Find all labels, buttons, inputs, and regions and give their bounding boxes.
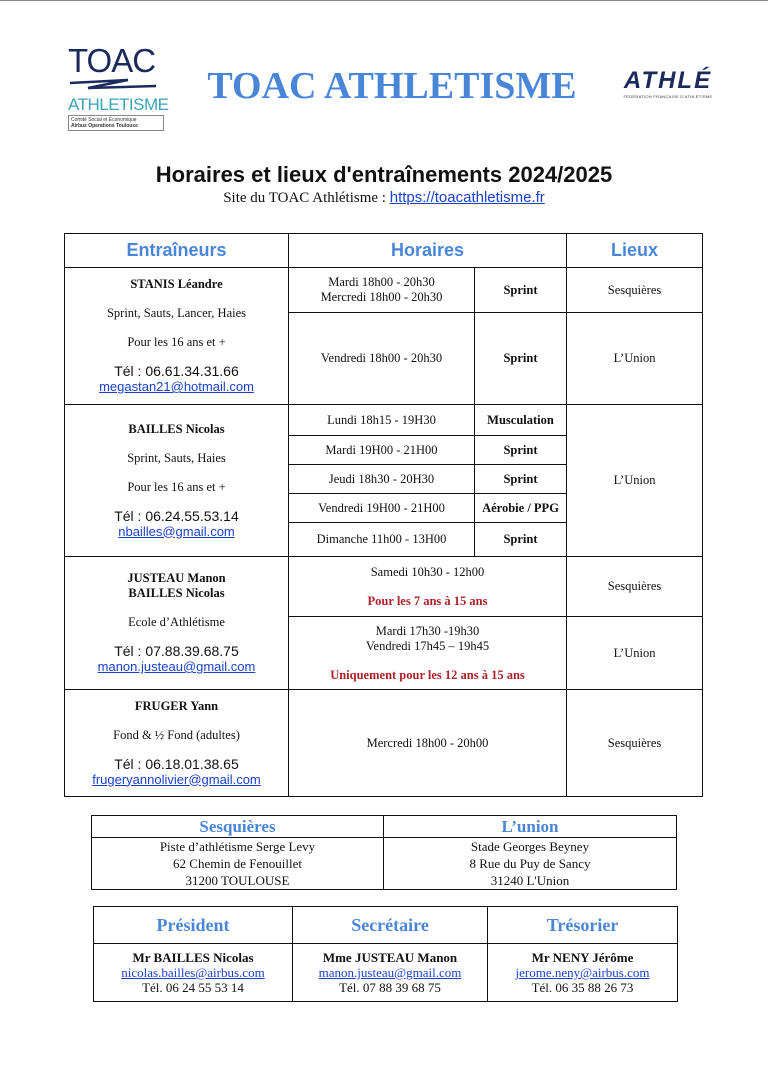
session-activity: Sprint (475, 313, 567, 405)
officer-phone: Tél. 06 35 88 26 73 (531, 980, 634, 995)
coach-specialty: Sprint, Sauts, Haies (127, 450, 226, 465)
coach-name: BAILLES Nicolas (128, 421, 225, 436)
header-coaches: Entraîneurs (65, 234, 289, 268)
session-activity: Sprint (475, 465, 567, 494)
age-note: Pour les 7 ans à 15 ans (367, 593, 488, 608)
time-line: Mercredi 18h00 - 20h30 (320, 290, 443, 304)
cse-line: Airbus Operations Toulouse (71, 123, 138, 129)
site-address (384, 838, 677, 890)
address-line: 31200 TOULOUSE (185, 873, 290, 888)
coach-name: JUSTEAU Manon (127, 571, 226, 585)
athle-mark: ATHLÉ (623, 67, 713, 94)
table-row (65, 557, 703, 617)
coach-phone: Tél : 07.88.39.68.75 (114, 643, 239, 659)
coach-cell (65, 557, 289, 690)
site-name: L’union (384, 816, 677, 838)
coach-email-link[interactable]: frugeryannolivier@gmail.com (92, 771, 261, 787)
time-line: Mardi 17h30 -19h30 (375, 623, 480, 638)
session-activity: Musculation (475, 405, 567, 436)
session-place: L’Union (567, 405, 703, 557)
table-row (65, 405, 703, 436)
session-activity: Sprint (475, 268, 567, 313)
session-activity: Sprint (475, 523, 567, 557)
sites-table (91, 815, 677, 890)
coach-name: BAILLES Nicolas (128, 586, 225, 600)
officer-name: Mme JUSTEAU Manon (322, 950, 458, 965)
officer-email-link[interactable]: jerome.neny@airbus.com (515, 965, 650, 980)
coach-specialty: Fond & ½ Fond (adultes) (113, 727, 240, 742)
session-activity: Sprint (475, 436, 567, 465)
coach-cell (65, 405, 289, 557)
officer-email-link[interactable]: manon.justeau@gmail.com (318, 965, 462, 980)
document-subtitle: Horaires et lieux d'entraînements 2024/2025 (155, 162, 613, 187)
athle-sub: FÉDÉRATION FRANÇAISE D'ATHLÉTISME (623, 94, 713, 99)
site-address (92, 838, 384, 890)
coach-email-link[interactable]: manon.justeau@gmail.com (97, 659, 256, 674)
officer-role: Secrétaire (293, 907, 488, 944)
cse-badge (68, 115, 164, 131)
site-line (0, 189, 768, 207)
officer-email-link[interactable]: nicolas.bailles@airbus.com (121, 965, 265, 980)
site-label: Site du TOAC Athlétisme : (223, 190, 390, 206)
officer-role: Trésorier (488, 907, 678, 944)
officer-cell (94, 944, 293, 1002)
address-line: 31240 L'Union (490, 873, 570, 888)
session-place: L’Union (567, 313, 703, 405)
session-place: L’Union (567, 617, 703, 690)
coach-name: STANIS Léandre (130, 277, 223, 291)
officer-cell (293, 944, 488, 1002)
header-places: Lieux (567, 234, 703, 268)
swoosh-icon (68, 77, 158, 91)
address-line: Stade Georges Beyney (470, 839, 590, 854)
table-header (65, 234, 703, 268)
site-link[interactable]: https://toacathletisme.fr (389, 189, 545, 206)
cse-line: Comité Social et Économique (71, 117, 137, 123)
toac-logo (68, 42, 169, 131)
address-line: 8 Rue du Puy de Sancy (469, 856, 591, 871)
top-border (0, 0, 768, 1)
schedule-table (64, 233, 703, 797)
coach-cell (65, 690, 289, 797)
coach-cell (65, 268, 289, 405)
session-place: Sesquières (567, 557, 703, 617)
coach-age: Pour les 16 ans et + (127, 479, 226, 494)
time-line: Vendredi 17h45 – 19h45 (365, 638, 490, 653)
officer-cell (488, 944, 678, 1002)
session-time: Vendredi 19H00 - 21H00 (289, 494, 475, 523)
officers-table (93, 906, 678, 1002)
address-line: Piste d’athlétisme Serge Levy (159, 839, 316, 854)
coach-age: Pour les 16 ans et + (127, 335, 226, 349)
officer-name: Mr NENY Jérôme (531, 950, 634, 965)
coach-phone: Tél : 06.24.55.53.14 (114, 507, 239, 524)
time-line: Samedi 10h30 - 12h00 (370, 564, 485, 579)
address-line: 62 Chemin de Fenouillet (173, 856, 302, 871)
officer-name: Mr BAILLES Nicolas (132, 950, 254, 965)
header-times: Horaires (289, 234, 567, 268)
time-line: Mardi 18h00 - 20h30 (328, 275, 435, 289)
coach-specialty: Ecole d’Athlétisme (128, 615, 225, 629)
logo-text: TOAC (68, 42, 156, 79)
session-place: Sesquières (567, 690, 703, 797)
table-row (65, 268, 703, 313)
coach-email-link[interactable]: nbailles@gmail.com (118, 523, 235, 539)
session-place: Sesquières (567, 268, 703, 313)
session-time (289, 557, 567, 617)
session-time: Mardi 19H00 - 21H00 (289, 436, 475, 465)
session-time (289, 617, 567, 690)
athle-logo (612, 68, 724, 99)
session-time: Dimanche 11h00 - 13H00 (289, 523, 475, 557)
officer-role: Président (94, 907, 293, 944)
coach-specialty: Sprint, Sauts, Lancer, Haies (106, 306, 247, 320)
coach-email-link[interactable]: megastan21@hotmail.com (99, 379, 254, 394)
coach-phone: Tél : 06.18.01.38.65 (114, 755, 239, 772)
session-time: Mercredi 18h00 - 20h00 (289, 690, 567, 797)
officer-phone: Tél. 07 88 39 68 75 (339, 980, 441, 995)
session-activity: Aérobie / PPG (475, 494, 567, 523)
session-time (289, 268, 475, 313)
coach-phone: Tél : 06.61.34.31.66 (114, 363, 239, 379)
table-row (65, 690, 703, 797)
session-time: Vendredi 18h00 - 20h30 (289, 313, 475, 405)
officer-phone: Tél. 06 24 55 53 14 (142, 980, 244, 995)
site-name: Sesquières (92, 816, 384, 838)
page-title: TOAC ATHLETISME (207, 65, 577, 107)
age-note: Uniquement pour les 12 ans à 15 ans (330, 667, 525, 682)
coach-name: FRUGER Yann (134, 698, 219, 713)
session-time: Jeudi 18h30 - 20H30 (289, 465, 475, 494)
logo-subtext: ATHLETISME (68, 95, 169, 114)
session-time: Lundi 18h15 - 19H30 (289, 405, 475, 436)
